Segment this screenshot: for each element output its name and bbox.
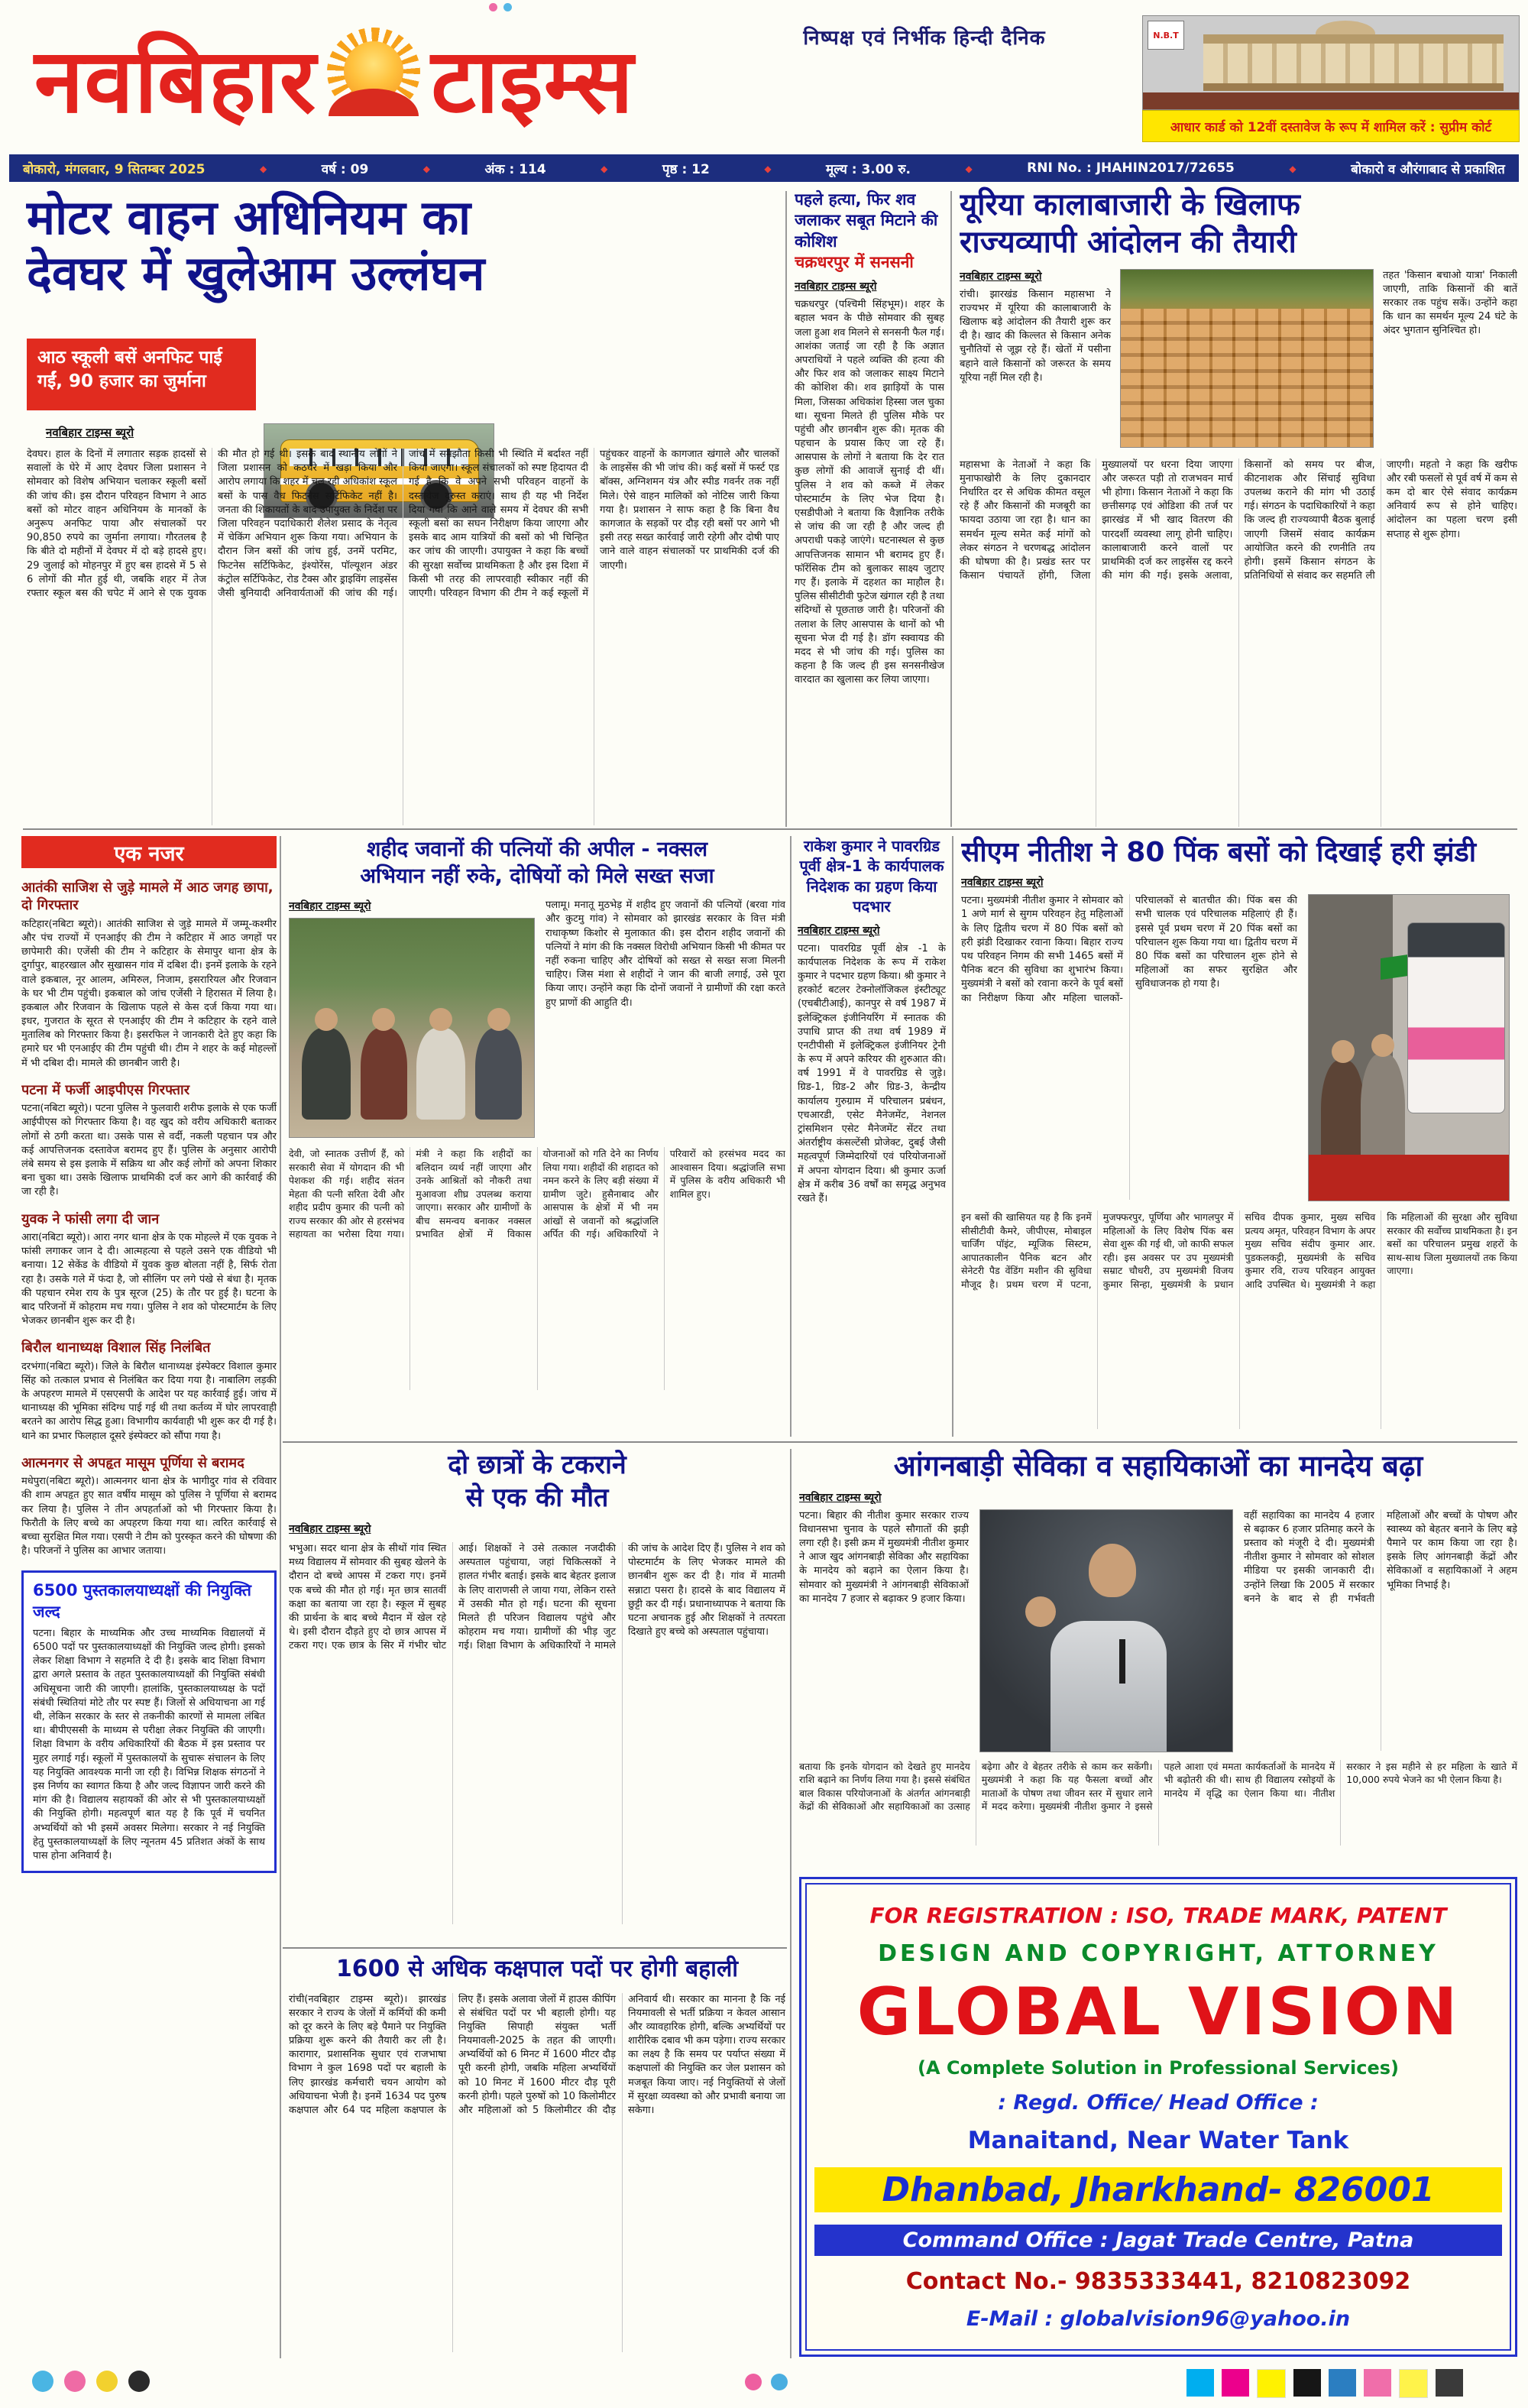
- students-byline: नवबिहार टाइम्स ब्यूरो: [289, 1523, 371, 1535]
- person-silhouette: [302, 1028, 351, 1120]
- lead-body: देवघर। हाल के दिनों में लगातार सड़क हादसों से सवालों के घेरे में आए देवघर जिला प्रशासन ने सोमवार को विशेष अभियान चलाकर स्कूली बसों की जांच की। इस दौरान परिवहन विभाग ने आठ बसों को मोटर वाहन अधिनियम के मानकों के अनुरूप अनफिट पाया और संचालकों पर 90,850 रुपये का जुर्माना लगाया। गौरतलब है कि बीते दो महीनों में देवघर में दो बड़े हादसे हुए। 29 जुलाई को मोहनपुर में हुए बस हादसे में 5 से 6 लोगों की मौत हुई थी, जबकि शहर में तेज रफ्तार स्कूल बस की चपेट में आने से एक युवक की मौत हो गई थी। इसके बाद स्थानीय लोगों ने जिला प्रशासन को कठघरे में खड़ा किया और आरोप लगाया कि शहर में चल रही अधिकांश स्कूल बसों के पास वैध फिटनेस सर्टिफिकेट नहीं है। जनता की शिकायतों के बाद उपायुक्त के निर्देश पर जिला परिवहन पदाधिकारी शैलेश प्रसाद के नेतृत्व में चेकिंग अभियान शुरू किया गया। अभियान के दौरान जिन बसों की जांच हुई, उनमें परमिट, फिटनेस सर्टिफिकेट, इंश्योरेंस, पॉल्यूशन अंडर कंट्रोल सर्टिफिकेट, रोड टैक्स और ड्राइविंग लाइसेंस जैसी बुनियादी अनिवार्यताओं की जांच की गई। जांच में समझौता किसी भी स्थिति में बर्दाश्त नहीं किया जाएगा। स्कूल संचालकों को स्पष्ट हिदायत दी गई है कि वे अपने सभी परिवहन वाहनों के दस्तावेज दुरुस्त कराएं। साथ ही यह भी निर्देश दिया गया कि आने वाले समय में देवघर की सभी स्कूली बसों का सघन निरीक्षण किया जाएगा और इसके बाद आम यात्रियों की बसों को भी चिन्हित कर जांच की जाएगी। उपायुक्त ने कहा कि बच्चों की सुरक्षा सर्वोच्च प्राथमिकता है और इस दिशा में किसी भी तरह की लापरवाही स्वीकार नहीं की जाएगी। परिवहन विभाग की टीम ने कई स्कूलों में पहुंचकर वाहनों के कागजात खंगाले और चालकों के लाइसेंस की भी जांच की। कई बसों में फर्स्ट एड बॉक्स, अग्निशमन यंत्र और स्पीड गवर्नर तक नहीं मिले। ऐसे वाहन मालिकों को नोटिस जारी किया गया है। प्रशासन ने साफ कहा है कि बिना वैध कागजात के सड़कों पर दौड़ रही बसों पर आगे भी इसी तरह सख्त कार्रवाई जारी रहेगी और दोषी पाए जाने वाले वाहन संचालकों पर प्राथमिकी दर्ज की जाएगी।: [27, 449, 779, 599]
- issue-date: बोकारो, मंगलवार, 9 सितम्बर 2025: [23, 161, 206, 177]
- ad-registration-line: FOR REGISTRATION : ISO, TRADE MARK, PATENT: [869, 1903, 1447, 1929]
- warders-article: [289, 1955, 785, 2357]
- ad-services-line: DESIGN AND COPYRIGHT, ATTORNEY: [878, 1940, 1439, 1968]
- martyr-photo-wrap: [289, 899, 535, 1138]
- registration-square-blue: [1329, 2369, 1356, 2397]
- martyr-headline-line2: अभियान नहीं रुके, दोषियों को मिले सख्त सजा: [360, 864, 714, 889]
- lead-headline-line2: देवघर में खुलेआम उल्लंघन: [27, 245, 485, 302]
- registration-square-magenta: [1222, 2369, 1249, 2397]
- urea-headline: [960, 186, 1517, 261]
- speaker-torso: [1050, 1621, 1167, 1752]
- court-building: [1203, 34, 1504, 90]
- brief-headline: युवक ने फांसी लगा दी जान: [21, 1210, 160, 1227]
- rni-number: RNI No. : JHAHIN2017/72655: [1027, 160, 1235, 176]
- separator-diamond: [761, 160, 774, 176]
- pinkbus-body-side: पटना। मुख्यमंत्री नीतीश कुमार ने सोमवार को 1 अणे मार्ग से सुगम परिवहन हेतु महिलाओं के लिए द्वितीय चरण में 80 पिंक बसों को हरी झंडी दिखाकर रवाना किया। बिहार राज्य पथ परिवहन निगम की सभी 1465 बसों में पैनिक बटन की सुविधा का शुभारंभ किया। मुख्यमंत्री ने बसों को रवाना करने के पूर्व बसों का निरीक्षण किया और महिला चालकों-परिचालकों से बातचीत की। पिंक बस की सभी चालक एवं परिचालक महिलाएं ही हैं। इससे पूर्व प्रथम चरण में 20 पिंक बसों का परिचालन शुरू किया गया था। द्वितीय चरण में 80 पिंक बसों का परिचालन शुरू होने से महिलाओं का सफर सुरक्षित और सुविधाजनक हो गया है।: [961, 895, 1297, 1004]
- section-divider: [23, 828, 1517, 830]
- brief-headline: पटना में फर्जी आइपीएस गिरफ्तार: [21, 1081, 190, 1098]
- martyr-body-bottom: देवी, जो स्नातक उत्तीर्ण हैं, को सरकारी सेवा में योगदान की भी पेशकश की गई। शहीद संतन मेहता की पत्नी सरिता देवी और शहीद प्रदीप कुमार की पत्नी को राज्य सरकार की ओर से हरसंभव सहायता का भरोसा दिया गया। मंत्री ने कहा कि शहीदों का बलिदान व्यर्थ नहीं जाएगा और उनके आश्रितों को नौकरी तथा मुआवजा शीघ्र उपलब्ध कराया जाएगा। सरकार और ग्रामीणों के बीच समन्वय बनाकर नक्सल प्रभावित क्षेत्रों में विकास योजनाओं को गति देने का निर्णय लिया गया। शहीदों की शहादत को नमन करने के लिए बड़ी संख्या में ग्रामीण जुटे। हुसैनाबाद और आसपास के क्षेत्रों में भी नम आंखों से जवानों को श्रद्धांजलि अर्पित की गई। अधिकारियों ने परिवारों को हरसंभव मदद का आश्वासन दिया। श्रद्धांजलि सभा में पुलिस के वरीय अधिकारी भी शामिल हुए।: [289, 1148, 785, 1240]
- column-rule: [950, 191, 952, 827]
- person-silhouette: [416, 1028, 465, 1120]
- brief-body: कटिहार(नबिटा ब्यूरो)। आतंकी साजिश से जुड़े मामले में जम्मू-कश्मीर और पंच राज्यों में एनआईए की टीम ने कटिहार में आठ जगहों पर छापेमारी की। एजेंसी की टीम ने कटिहार के सेमापुर थाना क्षेत्र के दुर्गापुर, बाहरखाल और सुखासन गांव में दबिश दी। इनमें इलाके के रहने वाले इकबाल, नूर आलम, अमिरुल, निजाम, इसरारियल और रिजवान के घर भी टीम पहुंची। इकबाल को जांच एजेंसी ने हिरासत में लिया है। इकबाल और रिजवान के खिलाफ पहले से केस दर्ज किया गया था। इधर, गुजरात के सूरत से एनआईए की टीम ने कटिहार के रहने वाले मुतालिब को गिरफ्तार किया है। इसरफिल ने जानकारी देते हुए कहा कि हमारे घर भी एनआईए की टीम पहुंची थी। टीम ने शहर के कई मोहल्लों में भी दबिश दी। मामले की छानबीन जारी है।: [21, 918, 277, 1069]
- pinkbus-flagoff-photo: [1308, 894, 1510, 1201]
- court-base: [1143, 92, 1519, 109]
- registration-dot-cyan: [771, 2374, 788, 2390]
- separator-diamond: [1286, 160, 1299, 176]
- urea-headline-line1: यूरिया कालाबाजारी के खिलाफ: [960, 187, 1300, 222]
- person-silhouette: [475, 1028, 522, 1120]
- court-photo-caption: आधार कार्ड को 12वीं दस्तावेज के रूप में शामिल करें : सुप्रीम कोर्ट: [1142, 110, 1520, 142]
- anganwadi-headline: आंगनबाड़ी सेविका व सहायिकाओं का मानदेय बढ़ा: [893, 1449, 1423, 1483]
- anganwadi-body-bottom: बताया कि इनके योगदान को देखते हुए मानदेय राशि बढ़ाने का निर्णय लिया गया है। इससे संबंधित बाल विकास परियोजनाओं के अंतर्गत आंगनबाड़ी केंद्रों की सेविकाओं और सहायिकाओं का उत्साह बढ़ेगा और वे बेहतर तरीके से काम कर सकेंगी। मुख्यमंत्री ने कहा कि यह फैसला बच्चों और माताओं के पोषण तथा जीवन स्तर में सुधार लाने में मदद करेगा। मुख्यमंत्री नीतीश कुमार ने इससे पहले आशा एवं ममता कार्यकर्ताओं के मानदेय में भी बढ़ोतरी की थी। साथ ही विद्यालय रसोइयों के मानदेय में वृद्धि का ऐलान किया था। नीतीश सरकार ने इस महीने से हर महिला के खाते में 10,000 रुपये भेजने का भी ऐलान किया है।: [799, 1760, 1517, 1813]
- urea-body-right: तहत 'किसान बचाओ यात्रा' निकाली जाएगी, ताकि किसानों की बातें सरकार तक पहुंच सकें। उन्होंने कहा कि धान का समर्थन मूल्य 24 घंटे के अंदर भुगतान सुनिश्चित हो।: [1383, 269, 1517, 337]
- brief-body: पटना(नबिटा ब्यूरो)। पटना पुलिस ने फुलवारी शरीफ इलाके से एक फर्जी आईपीएस को गिरफ्तार किया है। वह खुद को वरीय अधिकारी बताकर लोगों से ठगी करता था। उसके पास से वर्दी, नकली पहचान पत्र और कई आपत्तिजनक दस्तावेज बरामद हुए हैं। पुलिस के अनुसार आरोपी लंबे समय से इस इलाके में सक्रिय था और कई लोगों को अपना शिकार बना चुका था। उसके खिलाफ प्राथमिकी दर्ज कर आगे की कार्रवाई की जा रही है।: [21, 1103, 277, 1198]
- person-silhouette: [361, 1028, 407, 1120]
- newspaper-title-left: नवबिहार: [34, 30, 317, 133]
- lead-byline: नवबिहार टाइम्स ब्यूरो: [46, 426, 134, 439]
- microphone: [1119, 1639, 1125, 1684]
- column-rule: [790, 836, 792, 1437]
- pinkbus-byline: नवबिहार टाइम्स ब्यूरो: [961, 877, 1044, 890]
- librarians-box: [21, 1570, 277, 1873]
- brief-body: दरभंगा(नबिटा ब्यूरो)। जिले के बिरौल थानाध्यक्ष इंस्पेक्टर विशाल कुमार सिंह को तत्काल प्रभाव से निलंबित कर दिया गया है। नाबालिग लड़की के अपहरण मामले में एसएसपी के आदेश पर यह कार्रवाई हुई। जांच में थानाध्यक्ष की भूमिका संदिग्ध पाई गई थी तथा कर्तव्य में घोर लापरवाही बरतने का आरोप सिद्ध हुआ। विभागीय कार्यवाही भी शुरू कर दी गई है। थाने का प्रभार फिलहाल दूसरे इंस्पेक्टर को सौंपा गया है।: [21, 1360, 277, 1442]
- ad-address-line2: Dhanbad, Jharkhand- 826001: [814, 2167, 1502, 2212]
- martyr-photo-row: [289, 899, 785, 1138]
- ad-contact-numbers: Contact No.- 9835333441, 8210823092: [905, 2267, 1411, 2295]
- martyr-article: [289, 836, 785, 1437]
- anganwadi-body-left: पटना। बिहार की नीतीश कुमार सरकार राज्य विधानसभा चुनाव के पहले सौगातों की झड़ी लगा रही है। इसी क्रम में मुख्यमंत्री नीतीश कुमार ने आज खुद आंगनबाड़ी सेविका और सहायिका के मानदेय को बढ़ाने का ऐलान किया है। सोमवार को मुख्यमंत्री ने आंगनबाड़ी सेविकाओं का मानदेय 7 हजार से बढ़ाकर 9 हजार किया।: [799, 1509, 969, 1605]
- speaker-head: [1089, 1544, 1136, 1597]
- print-registration-marks-right: [1186, 2369, 1463, 2398]
- anganwadi-photo-row: [799, 1509, 1517, 1752]
- powergrid-article: [798, 836, 946, 1437]
- separator-diamond: [257, 160, 270, 176]
- warders-headline: 1600 से अधिक कक्षपाल पदों पर होगी बहाली: [335, 1956, 739, 1982]
- pinkbus-article: [961, 836, 1517, 1437]
- ek-najar-column: [21, 836, 277, 2358]
- students-headline-line1: दो छात्रों के टकराने: [448, 1450, 626, 1480]
- urea-article: [960, 186, 1517, 827]
- lead-headline: [27, 190, 791, 301]
- crime-headline-sub: चक्रधरपुर में सनसनी: [795, 252, 914, 271]
- news-brief: [21, 1339, 277, 1444]
- column-rule: [952, 836, 953, 1437]
- masthead: [34, 32, 1135, 131]
- librarians-headline: 6500 पुस्तकालयाध्यक्षों की नियुक्ति जल्द: [33, 1581, 251, 1621]
- section-divider: [283, 1947, 787, 1949]
- ad-slogan: (A Complete Solution in Professional Services): [918, 2057, 1399, 2079]
- registration-dot-cyan: [32, 2371, 53, 2392]
- students-body: भभुआ। सदर थाना क्षेत्र के सीथों गांव स्थित मध्य विद्यालय में सोमवार की सुबह खेलने के दौरान दो बच्चे आपस में टकरा गए। इनमें एक बच्चे की मौत हो गई। मृत छात्र सातवीं कक्षा का बताया जा रहा है। स्कूल में सुबह की प्रार्थना के बाद बच्चे मैदान में खेल रहे थे। इसी दौरान दौड़ते हुए दो छात्र आपस में टकरा गए। एक छात्र के सिर में गंभीर चोट आई। शिक्षकों ने उसे तत्काल नजदीकी अस्पताल पहुंचाया, जहां चिकित्सकों ने हालत गंभीर बताई। इसके बाद बेहतर इलाज के लिए वाराणसी ले जाया गया, लेकिन रास्ते में उसकी मौत हो गई। घटना की सूचना मिलते ही परिजन विद्यालय पहुंचे और कोहराम मच गया। ग्रामीणों की भीड़ जुट गई। शिक्षा विभाग के अधिकारियों ने मामले की जांच के आदेश दिए हैं। पुलिस ने शव को पोस्टमार्टम के लिए भेजकर मामले की छानबीन शुरू कर दी है। गांव में मातमी सन्नाटा पसरा है। हादसे के बाद विद्यालय में छुट्टी कर दी गई। प्रधानाध्यापक ने बताया कि घटना अचानक हुई और शिक्षकों ने तत्परता दिखाते हुए बच्चे को अस्पताल पहुंचाया।: [289, 1543, 785, 1652]
- news-brief: [21, 1081, 277, 1200]
- urea-body-left: रांची। झारखंड किसान महासभा ने राज्यभर में यूरिया की कालाबाजारी के खिलाफ बड़े आंदोलन की तैयारी शुरू कर दी है। खाद की किल्लत से किसान अनेक चुनौतियों से जूझ रहे हैं। खेतों में पसीना बहाने वाले किसानों को जरूरत के समय यूरिया नहीं मिल रही है।: [960, 288, 1111, 384]
- section-divider: [283, 1441, 1517, 1443]
- news-brief: [21, 1454, 277, 1559]
- cm-nitish-photo: [979, 1509, 1233, 1752]
- powergrid-body: पटना। पावरग्रिड पूर्वी क्षेत्र -1 के कार्यपालक निदेशक के रूप में राकेश कुमार ने पदभार ग्रहण किया। श्री कुमार ने हरकोर्ट बटलर टेक्नोलॉजिकल इंस्टीट्यूट (एचबीटीआई), कानपुर से वर्ष 1987 में इलेक्ट्रिकल इंजीनियरिंग में स्नातक की उपाधि प्राप्त की तथा वर्ष 1989 में एनटीपीसी में इलेक्ट्रिकल इंजीनियर ट्रेनी के रूप में अपने करियर की शुरुआत की। वर्ष 1991 में वे पावरग्रिड से जुड़े। ग्रिड-1, ग्रिड-2 और ग्रिड-3, केन्द्रीय कार्यालय गुरुग्राम में परिचालन प्रबंधन, एचआरडी, एसेट मैनेजमेंट, नेशनल ट्रांसमिशन एसेट मैनेजमेंट सेंटर तथा अंतर्राष्ट्रीय कंसल्टेंसी प्रोजेक्ट, दुबई जैसी महत्वपूर्ण जिम्मेदारियों एवं परियोजनाओं में अपना योगदान दिया। श्री कुमार ऊर्जा क्षेत्र में करीब 36 वर्षों का समृद्ध अनुभव रखते हैं।: [798, 942, 946, 1204]
- registration-square-lightyellow: [1399, 2369, 1428, 2398]
- urea-byline: नवबिहार टाइम्स ब्यूरो: [960, 270, 1042, 283]
- news-brief: [21, 879, 277, 1071]
- red-carpet: [1309, 1155, 1509, 1201]
- martyr-families-photo: [289, 918, 535, 1138]
- issue-year: वर्ष : 09: [321, 161, 369, 177]
- students-article: [289, 1449, 785, 1941]
- global-vision-ad: [799, 1877, 1517, 2357]
- crime-article: [795, 190, 944, 827]
- issue-info-bar: [9, 154, 1519, 182]
- martyr-body-side: पलामू। मनातू मुठभेड़ में शहीद हुए जवानों की पत्नियों (बरवा गांव और कुटमु गांव) ने सोमवार को झारखंड सरकार के वित्त मंत्री राधाकृष्ण किशोर से मुलाकात की। इस दौरान शहीद जवानों की पत्नियों ने मांग की कि नक्सल विरोधी अभियान किसी भी कीमत पर नहीं रुकना चाहिए और दोषियों को सख्त से सख्त सजा मिलनी चाहिए। जिस मंशा से शहीदों ने जान की बाजी लगाई, उसे पूरा किया जाए। उन्होंने कहा कि दोनों जवानों ने ग्रामीणों की रक्षा करते हुए प्राणों की आहुति दी।: [545, 899, 785, 1009]
- issue-number: अंक : 114: [484, 161, 546, 177]
- urea-left-column: [960, 269, 1111, 449]
- news-brief: [21, 1210, 277, 1329]
- brief-headline: बिरौल थानाध्यक्ष विशाल सिंह निलंबित: [21, 1340, 211, 1356]
- newspaper-title-right: टाइम्स: [431, 30, 634, 133]
- publish-places: बोकारो व औरंगाबाद से प्रकाशित: [1351, 161, 1505, 177]
- print-registration-marks-center: [745, 2374, 788, 2390]
- powergrid-headline: राकेश कुमार ने पावरग्रिड पूर्वी क्षेत्र-1 के कार्यपालक निदेशक का ग्रहण किया पदभार: [799, 837, 944, 916]
- lead-headline-line1: मोटर वाहन अधिनियम का: [27, 190, 471, 245]
- registration-dot: [503, 3, 512, 11]
- crime-headline: पहले हत्या, फिर शव जलाकर सबूत मिटाने की कोशिश: [795, 190, 938, 251]
- speaker-hand: [1025, 1596, 1056, 1627]
- issue-pages: पृष्ठ : 12: [662, 161, 710, 177]
- ad-address-line1: Manaitand, Near Water Tank: [967, 2127, 1349, 2155]
- separator-diamond: [420, 160, 433, 176]
- crime-body: चक्रधरपुर (पश्चिमी सिंहभूम)। शहर के बहाल भवन के पीछे सोमवार की सुबह जला हुआ शव मिलने से सनसनी फैल गई। आशंका जताई जा रही है कि अज्ञात अपराधियों ने पहले व्यक्ति की हत्या की और फिर शव को जलाकर साक्ष्य मिटाने की कोशिश की। शव झाड़ियों के पास मिला, जिसका अधिकांश हिस्सा जल चुका था। सूचना मिलते ही पुलिस मौके पर पहुंची और छानबीन शुरू की। मृतक की पहचान के प्रयास किए जा रहे हैं। आसपास के लोगों ने बताया कि देर रात कुछ लोगों की आवाजें सुनाई दी थीं। पुलिस ने शव को कब्जे में लेकर पोस्टमार्टम के लिए भेज दिया है। एसडीपीओ ने बताया कि वैज्ञानिक तरीके से जांच की जा रही है और जल्द ही अपराधी पकड़े जाएंगे। घटनास्थल से कुछ आपत्तिजनक सामान भी बरामद हुए हैं। फॉरेंसिक टीम को बुलाकर साक्ष्य जुटाए गए हैं। इलाके में दहशत का माहौल है। पुलिस सीसीटीवी फुटेज खंगाल रही है तथा संदिग्धों से पूछताछ जारी है। परिजनों की तलाश के लिए आसपास के थानों को भी सूचना भेज दी गई है। डॉग स्क्वायड की मदद से भी जांच की गई। पुलिस का कहना है कि जल्द ही इस सनसनीखेज वारदात का खुलासा कर लिया जाएगा।: [795, 299, 944, 686]
- registration-dot-yellow: [96, 2371, 118, 2392]
- registration-dot-magenta: [64, 2371, 86, 2392]
- students-headline-line2: से एक की मौत: [465, 1482, 609, 1513]
- sun-logo: [327, 28, 420, 116]
- pinkbus-headline: सीएम नीतीश ने 80 पिंक बसों को दिखाई हरी झंडी: [961, 837, 1477, 868]
- lead-kicker: आठ स्कूली बसें अनफिट पाई गईं, 90 हजार का जुर्माना: [27, 339, 256, 410]
- urea-headline-line2: राज्यव्यापी आंदोलन की तैयारी: [960, 224, 1297, 260]
- separator-diamond: [597, 160, 610, 176]
- ek-najar-header: एक नजर: [21, 836, 277, 868]
- registration-square-yellow: [1257, 2369, 1286, 2398]
- column-rule: [785, 191, 787, 827]
- warders-body: रांची(नवबिहार टाइम्स ब्यूरो)। झारखंड सरकार ने राज्य के जेलों में कर्मियों की कमी को दूर करने के लिए बड़े पैमाने पर नियुक्ति प्रक्रिया शुरू करने की तैयारी कर ली है। कारागार, प्रशासनिक सुधार एवं राजभाषा विभाग ने कुल 1698 पदों पर बहाली के लिए झारखंड कर्मचारी चयन आयोग को अधियाचना भेजी है। इनमें 1634 पद पुरुष कक्षपाल और 64 पद महिला कक्षपाल के लिए हैं। इसके अलावा जेलों में हाउस कीपिंग से संबंधित पदों पर भी बहाली होगी। यह नियुक्ति सिपाही संयुक्त भर्ती नियमावली-2025 के तहत की जाएगी। अभ्यर्थियों को 6 मिनट में 1600 मीटर दौड़ पूरी करनी होगी, जबकि महिला अभ्यर्थियों को 10 मिनट में 1600 मीटर दौड़ पूरी करनी होगी। पहले पुरुषों को 10 किलोमीटर और महिलाओं को 5 किलोमीटर की दौड़ अनिवार्य थी। सरकार का मानना है कि नई नियमावली से भर्ती प्रक्रिया न केवल आसान और व्यावहारिक होगी, बल्कि अभ्यर्थियों पर शारीरिक दबाव भी कम पड़ेगा। राज्य सरकार का लक्ष्य है कि समय पर पर्याप्त संख्या में कक्षपालों की नियुक्ति कर जेल प्रशासन को मजबूत किया जाए। नई नियुक्तियों से जेलों में सुरक्षा व्यवस्था को और प्रभावी बनाया जा सकेगा।: [289, 1993, 785, 2116]
- registration-dot-magenta: [745, 2374, 762, 2390]
- registration-square-pink: [1364, 2369, 1391, 2397]
- pinkbus-photo-row: [961, 894, 1517, 1201]
- crime-byline: नवबिहार टाइम्स ब्यूरो: [795, 280, 877, 293]
- separator-diamond: [962, 160, 975, 176]
- anganwadi-article: [799, 1449, 1517, 1868]
- ad-email: E-Mail : globalvision96@yahoo.in: [966, 2306, 1351, 2331]
- nbt-logo: N.B.T: [1148, 21, 1184, 50]
- urea-photo-row: [960, 269, 1517, 449]
- powergrid-byline: नवबिहार टाइम्स ब्यूरो: [798, 924, 880, 937]
- column-rule: [280, 836, 281, 2358]
- brief-headline: आतंकी साजिश से जुड़े मामले में आठ जगह छापा, दो गिरफ्तार: [21, 880, 274, 914]
- librarians-body: पटना। बिहार के माध्यमिक और उच्च माध्यमिक विद्यालयों में 6500 पदों पर पुस्तकालयाध्यक्षों की नियुक्ति जल्द होगी। इसको लेकर शिक्षा विभाग ने सहमति दे दी है। इसके बाद शिक्षा विभाग द्वारा अगले प्रस्ताव के तहत पुस्तकालयाध्यक्षों की नियुक्ति संबंधी अधिसूचना जारी की जाएगी। हालांकि, पुस्तकालयाध्यक्ष के पदों संबंधी स्थितियां मोटे तौर पर स्पष्ट हैं। जिलों से अधियाचना आ गई थी, लेकिन सरकार के स्तर से तकनीकी कारणों से मामला लंबित था। बीपीएससी के माध्यम से परीक्षा लेकर नियुक्ति की जाएगी। शिक्षा विभाग के वरीय अधिकारियों की बैठक में इस प्रस्ताव पर मुहर लगाई गई। स्कूलों में पुस्तकालयों के सुचारू संचालन के लिए यह नियुक्ति आवश्यक मानी जा रही है। विभिन्न शिक्षक संगठनों ने इस निर्णय का स्वागत किया है और जल्द विज्ञापन जारी करने की मांग की है। विद्यालय सहायकों की ओर से भी पुस्तकालयाध्यक्षों की नियुक्ति होगी। महत्वपूर्ण बात यह है कि पूर्व में चयनित अभ्यर्थियों को भी इसमें अवसर मिलेगा। सरकार ने नई नियुक्ति हेतु पुस्तकालयाध्यक्षों के लिए न्यूनतम 45 प्रतिशत अंकों के साथ पास होना अनिवार्य है।: [33, 1627, 265, 1862]
- martyr-headline: [289, 836, 785, 890]
- anganwadi-body-right: वहीं सहायिका का मानदेय 4 हजार से बढ़ाकर 6 हजार प्रतिमाह करने के प्रस्ताव को मंजूरी दे दी। मुख्यमंत्री नीतीश कुमार ने सोमवार को सोशल मीडिया पर इसकी जानकारी दी। उन्होंने लिखा कि 2005 में सरकार बनने के बाद से ही गर्भवती महिलाओं और बच्चों के पोषण और स्वास्थ्य को बेहतर बनाने के लिए बड़े पैमाने पर काम किया जा रहा है। इसके लिए आंगनबाड़ी केंद्रों और सेविकाओं व सहायिकाओं ने अहम भूमिका निभाई है।: [1244, 1509, 1517, 1605]
- masthead-tagline: निष्पक्ष एवं निर्भीक हिन्दी दैनिक: [803, 27, 1046, 50]
- column-rule: [790, 1449, 792, 2358]
- ad-command-office: Command Office : Jagat Trade Centre, Patna: [814, 2225, 1502, 2256]
- ad-brand-name: GLOBAL VISION: [856, 1974, 1460, 2051]
- urea-sacks-photo: [1120, 269, 1374, 448]
- registration-square-gray: [1436, 2369, 1463, 2397]
- print-registration-marks-top: [489, 3, 512, 11]
- students-headline: [289, 1449, 785, 1514]
- martyr-headline-line1: शहीद जवानों की पत्नियों की अपील - नक्सल: [366, 838, 708, 861]
- supreme-court-photo: [1142, 15, 1520, 110]
- martyr-byline: नवबिहार टाइम्स ब्यूरो: [289, 900, 371, 913]
- pink-bus: [1407, 922, 1505, 1113]
- pinkbus-body-bottom: इन बसों की खासियत यह है कि इनमें सीसीटीवी कैमरे, जीपीएस, मोबाइल चार्जिंग पॉइंट, म्यूजिक सिस्टम, आपातकालीन पैनिक बटन और सेनेटरी पैड वेंडिंग मशीन की सुविधा मौजूद है। प्रथम चरण में पटना, मुजफ्फरपुर, पूर्णिया और भागलपुर में महिलाओं के लिए विशेष पिंक बस सेवा शुरू की गई थी, जो काफी सफल रही। इस अवसर पर उप मुख्यमंत्री सम्राट चौधरी, उप मुख्यमंत्री विजय कुमार सिन्हा, मुख्यमंत्री के प्रधान सचिव दीपक कुमार, मुख्य सचिव प्रत्यय अमृत, परिवहन विभाग के अपर मुख्य सचिव संदीप कुमार आर. पुडकलकट्टी, मुख्यमंत्री के सचिव कुमार रवि, राज्य परिवहन आयुक्त आदि उपस्थित थे। मुख्यमंत्री ने कहा कि महिलाओं की सुरक्षा और सुविधा सरकार की सर्वोच्च प्राथमिकता है। इन बसों का परिचालन प्रमुख शहरों के साथ-साथ जिला मुख्यालयों तक किया जाएगा।: [961, 1211, 1517, 1290]
- ad-inner: [805, 1883, 1511, 2351]
- registration-dot: [489, 3, 497, 11]
- brief-body: मधेपुरा(नबिटा ब्यूरो)। आत्मनगर थाना क्षेत्र के भागीदुर गांव से रविवार की शाम अपहृत हुए सात वर्षीय मासूम को पुलिस ने पूर्णिया से बरामद कर लिया है। पुलिस ने तीन अपहर्ताओं को भी गिरफ्तार किया है। फिरौती के लिए बच्चे का अपहरण किया गया था। त्वरित कार्रवाई से बच्चा सुरक्षित मिल गया। एसपी ने टीम को पुरस्कृत करने की घोषणा की है। परिजनों ने पुलिस का आभार जताया।: [21, 1476, 277, 1557]
- ad-office-label: : Regd. Office/ Head Office :: [998, 2091, 1319, 2115]
- brief-headline: आत्मनगर से अपहृत मासूम पूर्णिया से बरामद: [21, 1454, 244, 1471]
- print-registration-marks-left: [32, 2371, 150, 2392]
- urea-body-bottom: महासभा के नेताओं ने कहा कि मुनाफाखोरी के लिए दुकानदार निर्धारित दर से अधिक कीमत वसूल रहे हैं और किसानों की मजबूरी का फायदा उठाया जा रहा है। धान का समर्थन मूल्य समेत कई मांगों को लेकर संगठन ने चरणबद्ध आंदोलन की घोषणा की है। प्रखंड स्तर पर किसान पंचायतें होंगी, जिला मुख्यालयों पर धरना दिया जाएगा और जरूरत पड़ी तो राजभवन मार्च भी होगा। किसान नेताओं ने कहा कि छत्तीसगढ़ एवं ओडिशा की तर्ज पर झारखंड में भी खाद वितरण की पारदर्शी व्यवस्था लागू होनी चाहिए। कालाबाजारी करने वालों पर प्राथमिकी दर्ज कर लाइसेंस रद्द करने की मांग की गई। इसके अलावा, किसानों को समय पर बीज, कीटनाशक और सिंचाई सुविधा उपलब्ध कराने की मांग भी उठाई गई। संगठन के पदाधिकारियों ने कहा कि जल्द ही राज्यव्यापी बैठक बुलाई जाएगी जिसमें संवाद कार्यक्रम आयोजित करने की रणनीति तय होगी। इसमें किसान संगठन के प्रतिनिधियों से संवाद कर सहमति ली जाएगी। महतो ने कहा कि खरीफ और रबी फसलों से पूर्व वर्ष में कम से कम दो बार ऐसे संवाद कार्यक्रम अनिवार्य रूप से होने चाहिए। आंदोलन का पहला चरण इसी सप्ताह से शुरू होगा।: [960, 459, 1517, 582]
- urea-sack-stacks: [1121, 309, 1373, 447]
- registration-square-black: [1293, 2369, 1321, 2397]
- issue-price: मूल्य : 3.00 रु.: [826, 161, 911, 177]
- anganwadi-byline: नवबिहार टाइम्स ब्यूरो: [799, 1491, 882, 1504]
- registration-square-cyan: [1186, 2369, 1214, 2397]
- registration-dot-black: [128, 2371, 150, 2392]
- brief-body: आरा(नबिटा ब्यूरो)। आरा नगर थाना क्षेत्र के एक मोहल्ले में एक युवक ने फांसी लगाकर जान दे दी। आत्महत्या से पहले उसने एक वीडियो भी बनाया। 12 सेकेंड के वीडियो में युवक कुछ बोलता नहीं है, सिर्फ रोता रहा है। उसके गले में फंदा है, जो सीलिंग पर लगे पंखे से बंधा है। मृतक की पहचान रमेश राय के पुत्र सूरज (25) के तौर पर हुई है। घटना के बाद परिजनों में कोहराम मच गया। पुलिस ने शव को पोस्टमार्टम के लिए भेजकर छानबीन शुरू कर दी है।: [21, 1231, 277, 1327]
